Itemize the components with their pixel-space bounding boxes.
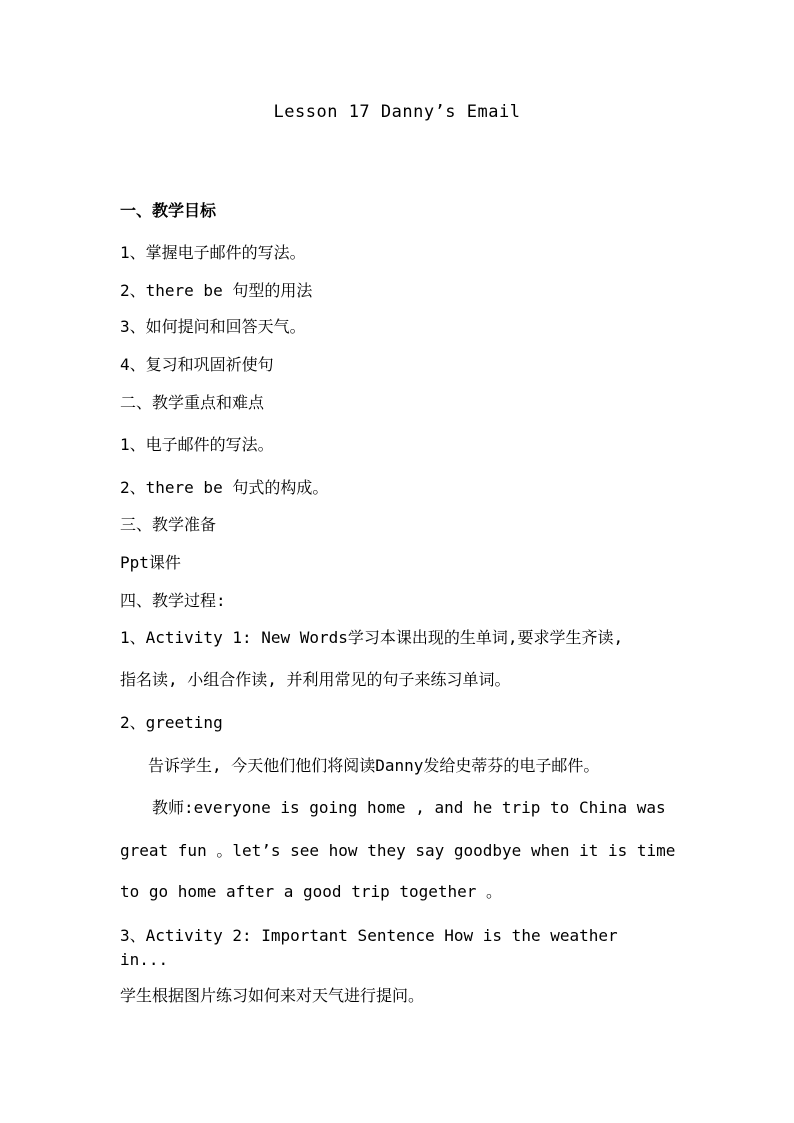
greeting-label: 2、greeting bbox=[120, 713, 223, 732]
activity1-line-2: 指名读, 小组合作读, 并利用常见的句子来练习单词。 bbox=[120, 670, 511, 689]
teacher-line-3: to go home after a good trip together 。 bbox=[120, 882, 503, 901]
page-title: Lesson 17 Danny’s Email bbox=[273, 102, 521, 122]
key-point-item-1: 1、电子邮件的写法。 bbox=[120, 435, 274, 454]
objective-item-4: 4、复习和巩固祈使句 bbox=[120, 355, 274, 374]
objective-item-3: 3、如何提问和回答天气。 bbox=[120, 317, 306, 336]
preparation-heading: 三、教学准备 bbox=[120, 515, 217, 534]
objective-item-1: 1、掌握电子邮件的写法。 bbox=[120, 243, 306, 262]
activity2-text: 学生根据图片练习如何来对天气进行提问。 bbox=[120, 986, 425, 1005]
teacher-line-2: great fun 。let’s see how they say goodbye when it is time bbox=[120, 841, 676, 860]
activity1-line-1: 1、Activity 1: New Words学习本课出现的生单词,要求学生齐读, bbox=[120, 628, 624, 647]
activity2-line-2: in... bbox=[120, 950, 169, 969]
key-point-item-2: 2、there be 句式的构成。 bbox=[120, 478, 329, 497]
preparation-content: Ppt课件 bbox=[120, 553, 181, 572]
teacher-line-1: 教师:everyone is going home , and he trip to China was bbox=[152, 798, 666, 817]
activity2-line-1: 3、Activity 2: Important Sentence How is the weather bbox=[120, 926, 618, 945]
objectives-heading: 一、教学目标 bbox=[120, 201, 217, 220]
process-heading: 四、教学过程: bbox=[120, 591, 226, 610]
greeting-text: 告诉学生, 今天他们他们将阅读Danny发给史蒂芬的电子邮件。 bbox=[148, 756, 600, 775]
objective-item-2: 2、there be 句型的用法 bbox=[120, 281, 313, 300]
key-points-heading: 二、教学重点和难点 bbox=[120, 393, 265, 412]
